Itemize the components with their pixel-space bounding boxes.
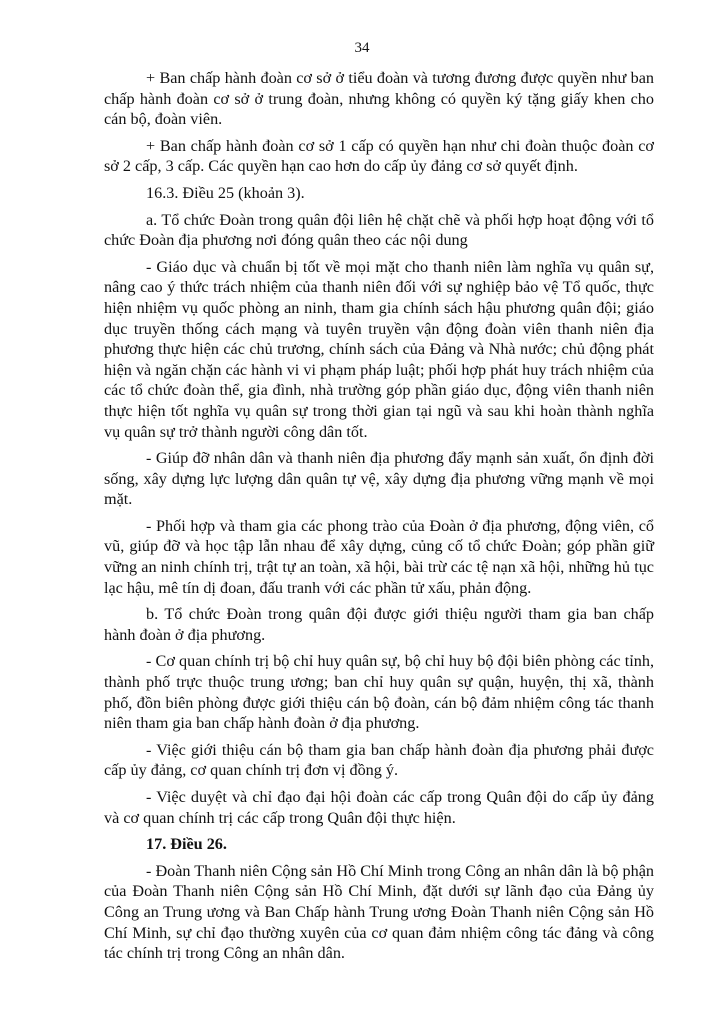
paragraph-a-coordination: a. Tổ chức Đoàn trong quân đội liên hệ chặt chẽ và phối hợp hoạt động với tổ chức Đoàn địa phương nơi đóng quân theo các nội dung [104,210,654,250]
paragraph-one-level-rights: + Ban chấp hành đoàn cơ sở 1 cấp có quyền hạn như chi đoàn thuộc đoàn cơ sở 2 cấp, 3 cấp. Các quyền hạn cao hơn do cấp ủy đảng cơ sở quyết định. [104,136,654,176]
bullet-police-youth-union: - Đoàn Thanh niên Cộng sản Hồ Chí Minh trong Công an nhân dân là bộ phận của Đoàn Thanh niên Cộng sản Hồ Chí Minh, đặt dưới sự lãnh đạo của Đảng ủy Công an Trung ương và Ban Chấp hành Trung ương Đoàn Thanh niên Cộng sản Hồ Chí Minh, sự chỉ đạo thường xuyên của cơ quan đảm nhiệm công tác đảng và công tác chính trị trong Công an nhân dân. [104,861,654,963]
paragraph-tieu-doan-rights: + Ban chấp hành đoàn cơ sở ở tiểu đoàn và tương đương được quyền như ban chấp hành đoàn cơ sở ở trung đoàn, nhưng không có quyền ký tặng giấy khen cho cán bộ, đoàn viên. [104,69,654,129]
bullet-congress: - Việc duyệt và chỉ đạo đại hội đoàn các cấp trong Quân đội do cấp ủy đảng và cơ quan chính trị các cấp trong Quân đội thực hiện. [104,788,654,827]
bullet-education: - Giáo dục và chuẩn bị tốt về mọi mặt cho thanh niên làm nghĩa vụ quân sự, nâng cao ý thức trách nhiệm của thanh niên đối với sự nghiệp bảo vệ Tổ quốc, thực hiện nhiệm vụ quốc phòng an ninh, tham gia chính sách hậu phương quân đội; giáo dục truyền thống cách mạng và tuyên truyền vận động đoàn viên thanh niên địa phương thực hiện các chủ trương, chính sách của Đảng và Nhà nước; chủ động phát hiện và ngăn chặn các hành vi vi phạm pháp luật; phối hợp phát huy trách nhiệm của các tổ chức đoàn thể, gia đình, nhà trường góp phần giáo dục, động viên thanh niên thực hiện tốt nghĩa vụ quân sự trong thời gian tại ngũ và sau khi hoàn thành nghĩa vụ quân sự trở thành người công dân tốt. [104,257,654,441]
document-body [104,68,654,970]
bullet-approval: - Việc giới thiệu cán bộ tham gia ban chấp hành đoàn địa phương phải được cấp ủy đảng, cơ quan chính trị đơn vị đồng ý. [104,740,654,780]
page-number: 34 [354,40,370,56]
section-16-3-heading: 16.3. Điều 25 (khoản 3). [146,183,305,202]
bullet-movements: - Phối hợp và tham gia các phong trào của Đoàn ở địa phương, động viên, cổ vũ, giúp đỡ và học tập lẫn nhau để xây dựng, củng cố tổ chức Đoàn; góp phần giữ vững an ninh chính trị, trật tự an toàn, xã hội, bài trừ các tệ nạn xã hội, những hủ tục lạc hậu, mê tín dị đoan, đấu tranh với các phần tử xấu, phản động. [104,516,654,597]
bullet-help-people: - Giúp đỡ nhân dân và thanh niên địa phương đẩy mạnh sản xuất, ổn định đời sống, xây dựng lực lượng dân quân tự vệ, xây dựng địa phương vững mạnh về mọi mặt. [104,449,654,509]
article-26-heading: 17. Điều 26. [146,835,227,854]
paragraph-b-nomination: b. Tổ chức Đoàn trong quân đội được giới thiệu người tham gia ban chấp hành đoàn ở địa phương. [104,605,654,644]
bullet-political-agencies: - Cơ quan chính trị bộ chỉ huy quân sự, bộ chỉ huy bộ đội biên phòng các tỉnh, thành phố trực thuộc trung ương; ban chỉ huy quân sự quận, huyện, thị xã, thành phố, đồn biên phòng được giới thiệu cán bộ đoàn, cán bộ đảm nhiệm công tác thanh niên tham gia ban chấp hành đoàn ở địa phương. [104,652,654,733]
